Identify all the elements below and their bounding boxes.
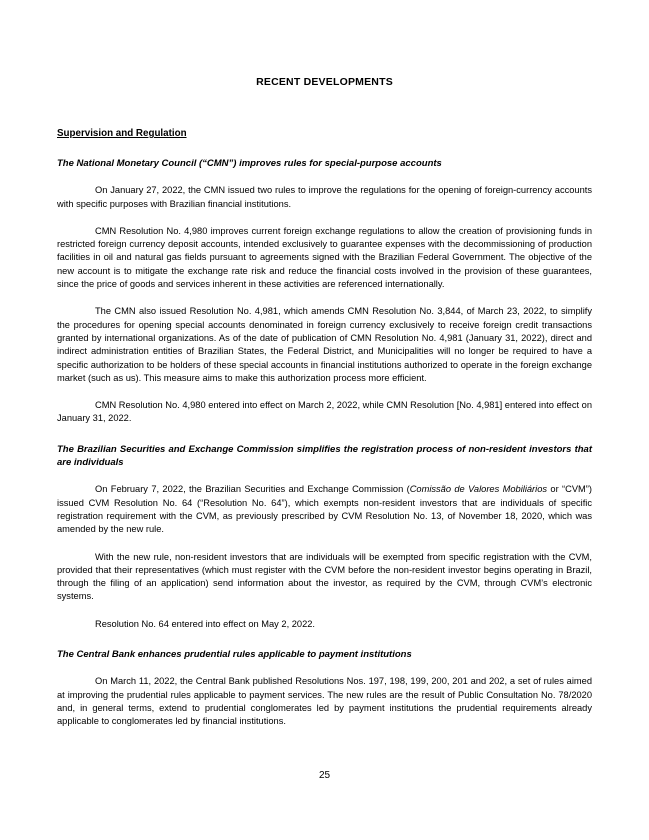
paragraph-resolution-4980: CMN Resolution No. 4,980 improves current foreign exchange regulations to allow the creation of provisioning funds in restricted foreign currency deposit accounts, intended exclusively to guarantee expenses with the decommissioning of production facilities in oil and natural gas fields pursuant to agreements signed with the Brazilian Federal Government. The objective of the new account is to mitigate the exchange rate risk and reduce the financial costs involved in the provision of these guarantees, since the price of goods and services inherent in these activities are referenced internationally. xyxy=(57,225,592,290)
paragraph-segment-after-italic: or “CVM”) issued CVM Resolution No. 64 (“Resolution No. 64”), which exempts non-resident investors that are individuals of specific registration requirement with the CVM, as previously prescribed by CVM Resolution No. 13, of November 18, 2020, which was amended by the new rule. xyxy=(57,484,592,535)
document-content xyxy=(57,76,592,729)
page-number: 25 xyxy=(318,770,331,781)
paragraph-central-bank-resolutions: On March 11, 2022, the Central Bank published Resolutions Nos. 197, 198, 199, 200, 201 and 202, a set of rules aimed at improving the prudential rules applicable to payment services. The new rules are the result of Public Consultation No. 78/2020 and, in general terms, extend to prudential conglomerates led by payment institutions the prudential requirements already applicable to conglomerates led by financial institutions. xyxy=(57,676,592,727)
paragraph-resolution-64-effective-date: Resolution No. 64 entered into effect on May 2, 2022. xyxy=(95,618,315,629)
page-title: RECENT DEVELOPMENTS xyxy=(256,76,393,88)
paragraph-segment-before-italic: On February 7, 2022, the Brazilian Securities and Exchange Commission ( xyxy=(95,484,410,495)
subsection-heading-cmn-special-purpose-accounts: The National Monetary Council (“CMN”) improves rules for special-purpose accounts xyxy=(57,158,442,169)
paragraph-resolution-4981: The CMN also issued Resolution No. 4,981, which amends CMN Resolution No. 3,844, of March 23, 2022, to simplify the procedures for opening special accounts denominated in foreign currency exclusively to receive foreign credit transactions granted by international organizations. As of the date of publication of CMN Resolution No. 4,981 (January 31, 2022), direct and indirect administration entities of Brazilian States, the Federal District, and Municipalities will no longer be required to have a specific authorization to be holders of these special accounts in financial institutions authorized to operate in the foreign exchange market (such as us). This measure aims to make this authorization process more efficient. xyxy=(57,306,592,383)
paragraph-cmn-two-rules: On January 27, 2022, the CMN issued two rules to improve the regulations for the opening of foreign-currency accounts with specific purposes with Brazilian financial institutions. xyxy=(57,185,592,209)
subsection-heading-cvm-non-resident-investors: The Brazilian Securities and Exchange Commission simplifies the registration process of non-resident investors that are individuals xyxy=(57,443,592,469)
section-heading-supervision-and-regulation: Supervision and Regulation xyxy=(57,128,187,139)
subsection-heading-central-bank-prudential-rules: The Central Bank enhances prudential rules applicable to payment institutions xyxy=(57,649,412,661)
paragraph-segment-italic-portuguese-name: Comissão de Valores Mobiliários xyxy=(409,484,548,495)
paragraph-new-rule-exemption: With the new rule, non-resident investors that are individuals will be exempted from specific registration with the CVM, provided that their representatives (which must register with the CVM before the non-resident investor begins operating in Brazil, through the filing of an application) send information about the investor, as required by the CVM, through CVM’s electronic systems. xyxy=(57,551,592,602)
paragraph-resolutions-effective-dates: CMN Resolution No. 4,980 entered into effect on March 2, 2022, while CMN Resolution [No. 4,981] entered into effect on January 31, 2022. xyxy=(57,400,592,424)
paragraph-cvm-resolution-64 xyxy=(57,483,592,536)
